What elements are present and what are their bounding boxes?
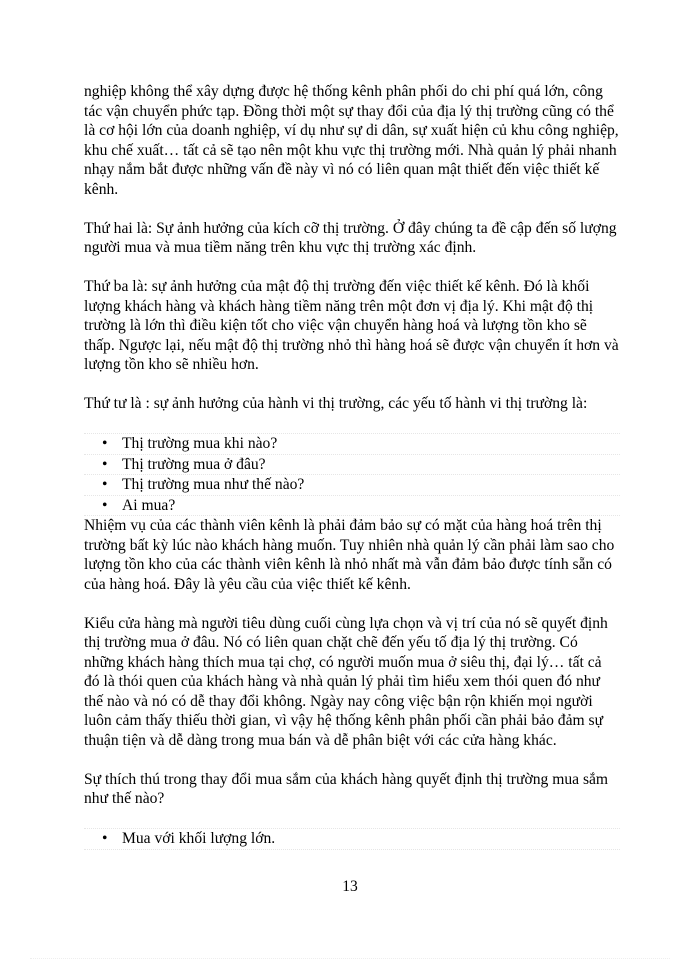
paragraph-market-density: Thứ ba là: sự ảnh hưởng của mật độ thị trường đến việc thiết kế kênh. Đó là khối lượng khách hàng và khách hàng tiềm năng trên một đơn vị địa lý. Khi mật độ thị trường là lớn thì điều kiện tốt cho việc vận chuyển hàng hoá và lượng tồn kho sẽ thấp. Ngược lại, nếu mật độ thị trường nhỏ thì hàng hoá sẽ được vận chuyển ít hơn và lượng tồn kho sẽ nhiều hơn.: [84, 278, 619, 373]
list-item: [84, 496, 620, 517]
list-item-text: Ai mua?: [122, 496, 176, 514]
list-item: [84, 828, 620, 850]
bullet-icon: •: [102, 435, 108, 452]
list-item: [84, 475, 620, 496]
paragraph-shopping-preference: Sự thích thú trong thay đổi mua sắm của khách hàng quyết định thị trường mua sắm như thế nào?: [84, 770, 609, 807]
list-item-text: Thị trường mua khi nào?: [122, 435, 278, 452]
paragraph-market-behavior: Thứ tư là : sự ảnh hưởng của hành vi thị trường, các yếu tố hành vi thị trường là:: [84, 395, 588, 412]
bullet-icon: •: [102, 476, 108, 493]
paragraph-market-size: Thứ hai là: Sự ảnh hưởng của kích cỡ thị trường. Ở đây chúng ta đề cập đến số lượng người mua và mua tiềm năng trên khu vực thị trường xác định.: [84, 219, 617, 256]
list-item-text: Thị trường mua ở đâu?: [122, 455, 266, 473]
page-bottom-divider: [30, 958, 670, 959]
bullet-icon: •: [102, 455, 108, 473]
paragraph-store-type: Kiểu cửa hàng mà người tiêu dùng cuối cùng lựa chọn và vị trí của nó sẽ quyết định thị trường mua ở đâu. Nó có liên quan chặt chẽ đến yếu tố địa lý thị trường. Có những khách hàng thích mua tại chợ, có người muốn mua ở siêu thị, đại lý… tất cả đó là thói quen của khách hàng và nhà quản lý phải tìm hiểu xem thói quen đó như thế nào và nó có dễ thay đổi không. Ngày nay công việc bận rộn khiến mọi người luôn cảm thấy thiếu thời gian, vì vậy hệ thống kênh phân phối cần phải bảo đảm sự thuận tiện và dễ dàng trong mua bán và dễ phân biệt với các cửa hàng khác.: [84, 614, 608, 749]
list-item: [84, 433, 620, 455]
list-item-text: Mua với khối lượng lớn.: [122, 830, 276, 847]
paragraph-continuation: nghiệp không thể xây dựng được hệ thống kênh phân phối do chi phí quá lớn, công tác vận chuyển phức tạp. Đồng thời một sự thay đổi của địa lý thị trường cũng có thể là cơ hội lớn của doanh nghiệp, ví dụ như sự di dân, sự xuất hiện củ khu công nghiệp, khu chế xuất… tất cả sẽ tạo nên một khu vực thị trường mới. Nhà quản lý phải nhanh nhạy nắm bắt được những vấn đề này vì nó có liên quan mật thiết đến việc thiết kế kênh.: [84, 83, 619, 198]
page-number: 13: [342, 878, 358, 895]
shopping-list: [84, 828, 620, 850]
list-item: [84, 455, 620, 476]
bullet-icon: •: [102, 830, 108, 847]
paragraph-channel-members: Nhiệm vụ của các thành viên kênh là phải đảm bảo sự có mặt của hàng hoá trên thị trường bất kỳ lúc nào khách hàng muốn. Tuy nhiên nhà quản lý cần phải làm sao cho lượng tồn kho của các thành viên kênh là nhỏ nhất mà vẫn đảm bảo được tính sẵn có của hàng hoá. Đây là yêu cầu của việc thiết kế kênh.: [84, 517, 615, 593]
behavior-question-list: [84, 433, 620, 516]
bullet-icon: •: [102, 496, 108, 514]
page-content: [84, 82, 620, 850]
list-item-text: Thị trường mua như thế nào?: [122, 476, 305, 493]
